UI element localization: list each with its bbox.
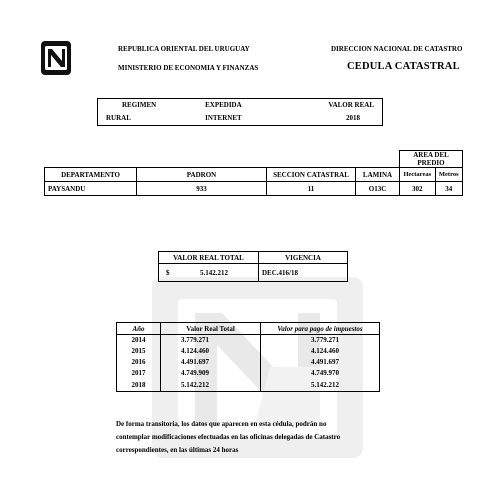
header-direction: DIRECCION NACIONAL DE CATASTRO <box>331 45 463 53</box>
lamina-value: O13C <box>356 182 400 196</box>
table-row: 2015 4.124.460 4.124.460 <box>117 346 380 357</box>
hectareas-value: 302 <box>400 182 436 196</box>
page-title: CEDULA CATASTRAL <box>347 61 460 72</box>
col-tax: Valor para pago de impuestos <box>261 323 380 335</box>
table-row: 2014 3.779.271 3.779.271 <box>117 335 380 346</box>
vigencia-value: DEC.416/18 <box>259 264 348 282</box>
regimen-label: REGIMEN <box>98 99 181 111</box>
departamento-value: PAYSANDU <box>45 182 137 196</box>
valor-real-value: 2018 <box>267 111 383 126</box>
summary-table <box>97 98 383 126</box>
table-row: 2018 5.142.212 5.142.212 <box>117 379 380 392</box>
note-line-1: De forma transitoria, los datos que aparecen en esta cédula, podrán no <box>116 420 327 428</box>
vigencia-label: VIGENCIA <box>259 252 348 264</box>
dnc-logo-icon <box>40 40 72 76</box>
currency-symbol: $ <box>166 268 170 277</box>
history-table <box>116 322 380 392</box>
header-republic: REPUBLICA ORIENTAL DEL URUGUAY <box>118 45 250 53</box>
metros-value: 34 <box>435 182 462 196</box>
valor-real-label: VALOR REAL <box>267 99 383 111</box>
departamento-label: DEPARTAMENTO <box>45 168 137 182</box>
disclaimer-note <box>116 418 416 457</box>
lamina-label: LAMINA <box>356 168 400 182</box>
valor-total-cell <box>159 264 259 282</box>
regimen-value: RURAL <box>98 111 181 126</box>
valor-total-value: 5.142.212 <box>200 268 228 277</box>
seccion-label: SECCION CATASTRAL <box>267 168 356 182</box>
metros-label: Metros <box>435 168 462 182</box>
table-row: 2017 4.749.909 4.749.970 <box>117 368 380 379</box>
valor-table <box>158 251 348 282</box>
header-ministry: MINISTERIO DE ECONOMIA Y FINANZAS <box>118 64 259 72</box>
padron-label: PADRON <box>137 168 267 182</box>
seccion-value: 11 <box>267 182 356 196</box>
area-label: AREA DEL PREDIO <box>400 151 463 168</box>
expedida-label: EXPEDIDA <box>180 99 266 111</box>
note-line-3: correspondientes, en las últimas 24 horas <box>116 446 239 454</box>
col-total: Valor Real Total <box>161 323 261 335</box>
hectareas-label: Hectareas <box>400 168 436 182</box>
col-year: Año <box>117 323 161 335</box>
table-row: 2016 4.491.697 4.491.697 <box>117 357 380 368</box>
property-table <box>44 150 463 196</box>
note-line-2: contemplar modificaciones efectuadas en las oficinas delegadas de Catastro <box>116 433 341 441</box>
valor-total-label: VALOR REAL TOTAL <box>159 252 259 264</box>
expedida-value: INTERNET <box>180 111 266 126</box>
padron-value: 933 <box>137 182 267 196</box>
